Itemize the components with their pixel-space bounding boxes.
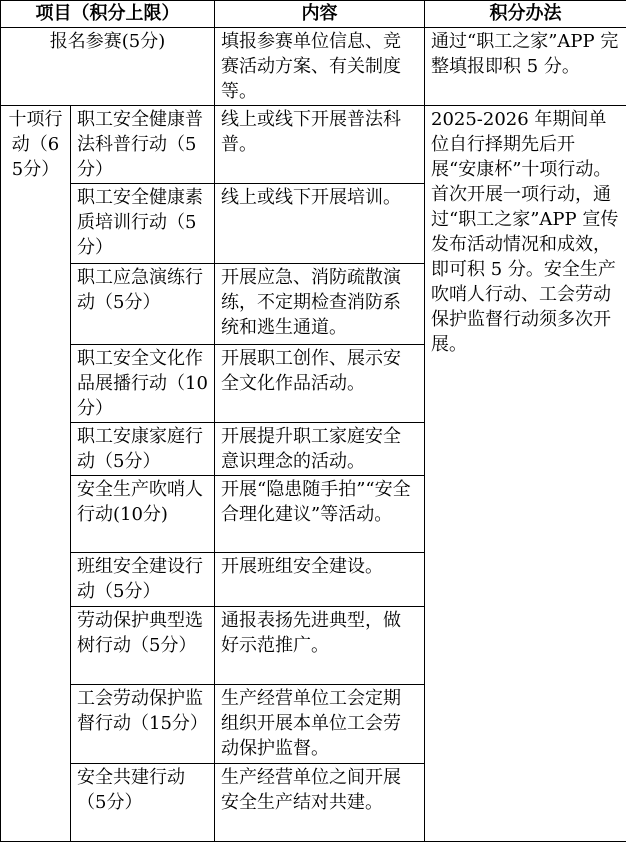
action-content: 开展班组安全建设。 — [215, 553, 425, 607]
action-name: 安全生产吹哨人行动(10分) — [71, 476, 215, 553]
ten-actions-method: 2025-2026 年期间单位自行择期先后开展“安康杯”十项行动。首次开展一项行动，通过“职工之家”APP 宣传发布活动情况和成效，即可积 5 分。安全生产吹哨人行动、工会劳动保护监督行动须多次开展。 — [425, 106, 626, 842]
header-content: 内容 — [215, 1, 425, 28]
action-content: 生产经营单位之间开展安全生产结对共建。 — [215, 764, 425, 842]
header-method: 积分办法 — [425, 1, 626, 28]
action-content: 开展职工创作、展示安全文化作品活动。 — [215, 345, 425, 423]
action-content: 开展应急、消防疏散演练，不定期检查消防系统和逃生通道。 — [215, 264, 425, 345]
action-name: 劳动保护典型选树行动（5分） — [71, 607, 215, 685]
action-content: 开展提升职工家庭安全意识理念的活动。 — [215, 423, 425, 476]
header-project: 项目（积分上限） — [1, 1, 215, 28]
ten-actions-group-label: 十项行动（65分） — [1, 106, 71, 842]
signup-method: 通过“职工之家”APP 完整填报即积 5 分。 — [425, 28, 626, 106]
action-name: 职工安全文化作品展播行动（10分） — [71, 345, 215, 423]
header-row — [1, 1, 626, 28]
action-name: 职工应急演练行动（5分） — [71, 264, 215, 345]
action-content: 线上或线下开展普法科普。 — [215, 106, 425, 184]
action-name: 职工安康家庭行动（5分） — [71, 423, 215, 476]
signup-content: 填报参赛单位信息、竞赛活动方案、有关制度等。 — [215, 28, 425, 106]
action-name: 班组安全建设行动（5分） — [71, 553, 215, 607]
action-content: 生产经营单位工会定期组织开展本单位工会劳动保护监督。 — [215, 685, 425, 764]
action-name: 安全共建行动（5分） — [71, 764, 215, 842]
signup-name: 报名参赛(5分) — [1, 28, 215, 106]
table-row — [1, 106, 626, 184]
action-content: 通报表扬先进典型，做好示范推广。 — [215, 607, 425, 685]
action-name: 工会劳动保护监督行动（15分） — [71, 685, 215, 764]
signup-row — [1, 28, 626, 106]
action-content: 线上或线下开展培训。 — [215, 184, 425, 264]
action-name: 职工安全健康素质培训行动（5分） — [71, 184, 215, 264]
action-name: 职工安全健康普法科普行动（5分） — [71, 106, 215, 184]
action-content: 开展“隐患随手拍”“安全合理化建议”等活动。 — [215, 476, 425, 553]
